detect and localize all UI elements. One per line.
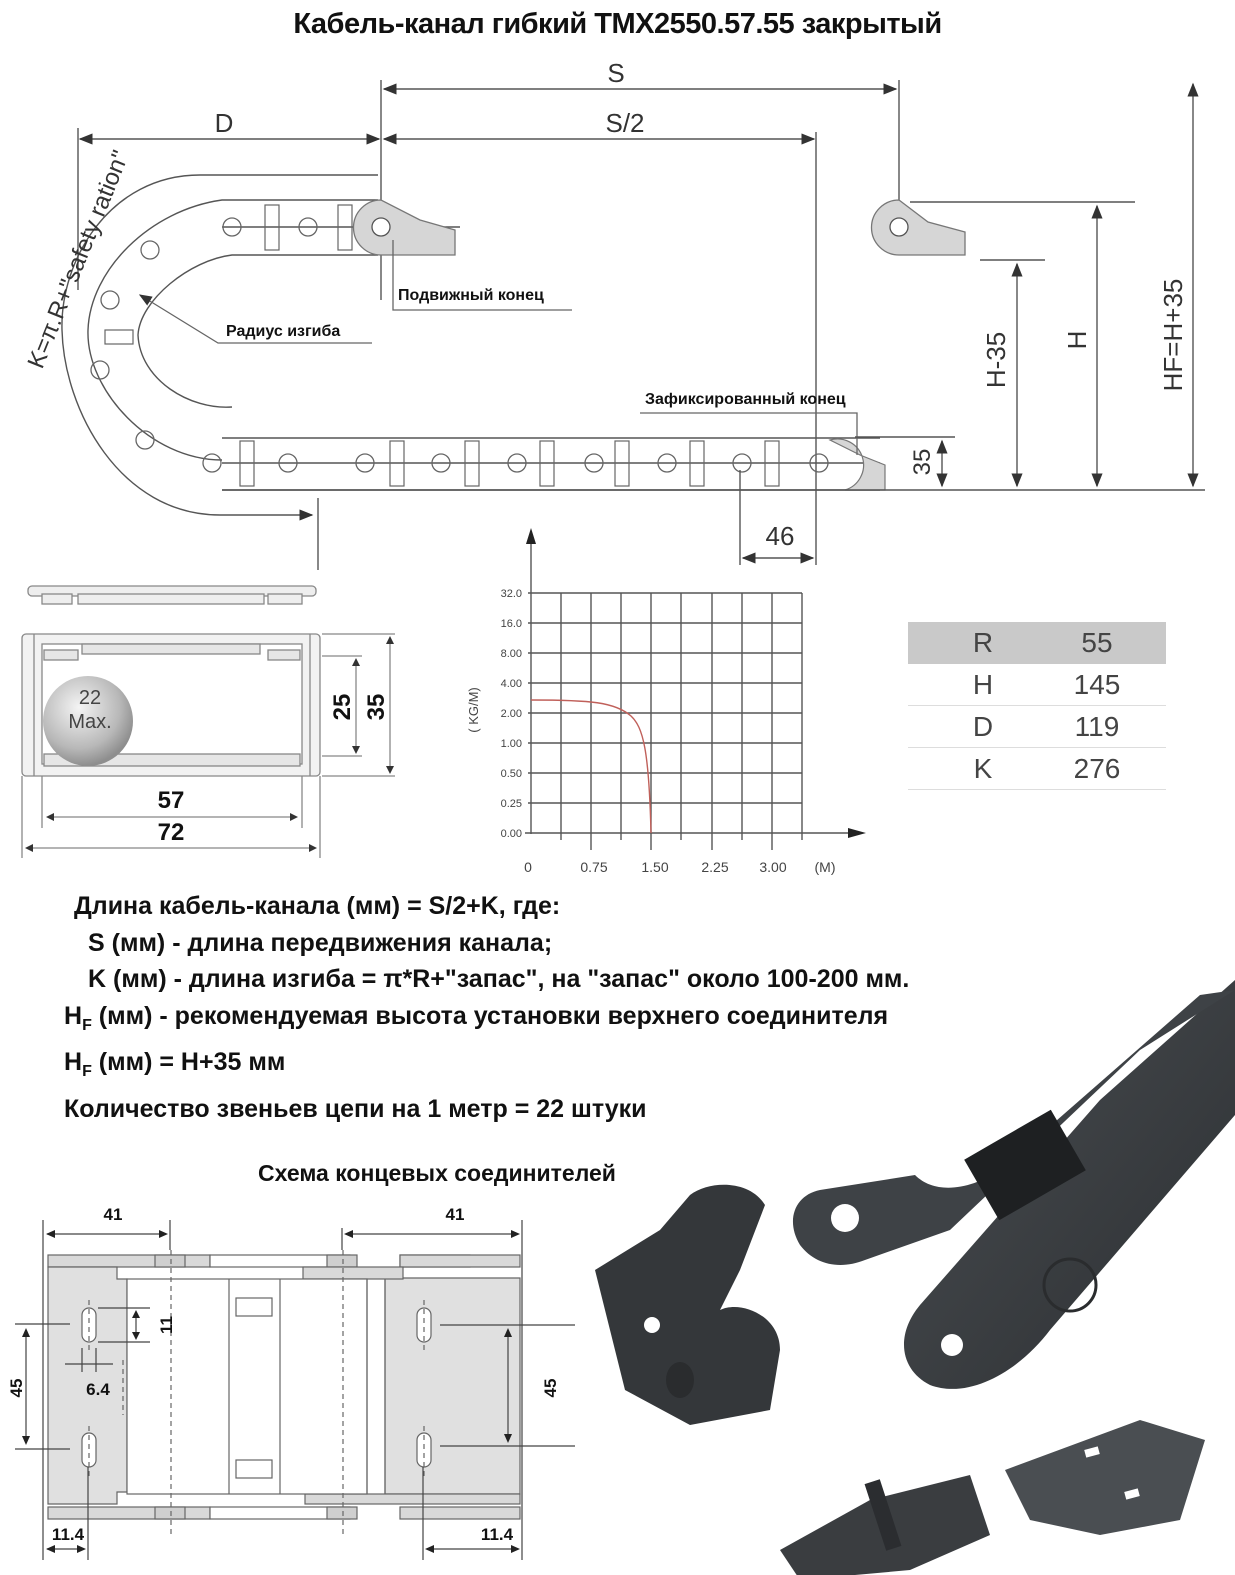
note-K: K (мм) - длина изгиба = π*R+"запас", на "запас" около 100-200 мм. [88, 965, 910, 993]
x-tick: 0.75 [580, 859, 608, 875]
y-tick: 32.0 [500, 588, 522, 600]
dim-outer-height: 35 [363, 693, 390, 721]
y-tick: 0.25 [500, 798, 522, 810]
y-tick: 4.00 [500, 678, 522, 690]
x-tick: 0 [524, 859, 532, 875]
note-links-per-meter: Количество звеньев цепи на 1 метр = 22 штуки [64, 1094, 647, 1123]
connector-scheme-drawing [0, 1190, 580, 1575]
y-tick: 2.00 [500, 708, 522, 720]
x-tick: 2.25 [701, 859, 729, 875]
load-chart [450, 520, 880, 890]
dim-left-41: 41 [103, 1205, 123, 1224]
y-tick: 8.00 [500, 648, 522, 660]
dim-outer-width: 72 [157, 819, 185, 846]
spec-key: R [972, 627, 994, 658]
label-pitch-46: 46 [765, 521, 795, 551]
spec-row-K [908, 748, 1166, 790]
note-HF-formula: $H_F$ (мм) = H+35 мм [64, 1048, 286, 1080]
side-view-drawing [0, 55, 1235, 575]
label-H: H [1062, 330, 1092, 350]
product-photo [580, 980, 1235, 1575]
x-tick: 3.00 [759, 859, 787, 875]
spec-value: 55 [1081, 627, 1113, 658]
spec-row-R [908, 622, 1166, 664]
y-tick: 0.50 [500, 768, 522, 780]
chain-link-bottom [904, 980, 1235, 1389]
dim-right-45: 45 [541, 1378, 560, 1398]
dim-inner-width: 57 [157, 787, 185, 814]
spec-value: 145 [1073, 668, 1121, 700]
y-axis-label: ( KG/M) [466, 687, 481, 733]
x-tick: 1.50 [641, 859, 669, 875]
spec-value: 119 [1074, 710, 1120, 742]
dim-left-45: 45 [7, 1378, 26, 1398]
label-moving-end: Подвижный конец [398, 287, 544, 304]
y-tick: 1.00 [500, 738, 522, 750]
spec-value: 276 [1073, 752, 1121, 784]
cover-lid-2 [1005, 1420, 1205, 1535]
dim-inner-height: 25 [329, 693, 356, 721]
y-tick: 16.0 [500, 618, 522, 630]
dim-slot-11: 11 [157, 1316, 176, 1334]
label-fixed-end: Зафиксированный конец [645, 391, 846, 408]
y-tick: 0.00 [500, 828, 522, 840]
page-title: Кабель-канал гибкий TMX2550.57.55 закрытый [293, 8, 942, 40]
spec-table [908, 622, 1166, 790]
dim-right-41: 41 [445, 1205, 465, 1224]
label-35: 35 [909, 448, 936, 476]
dim-right-11-4: 11.4 [480, 1525, 514, 1544]
spec-row-H [908, 664, 1166, 706]
spec-key: K [973, 752, 993, 784]
note-length-formula: Длина кабель-канала (мм) = S/2+K, где: [74, 892, 561, 920]
label-D: D [214, 108, 234, 138]
label-bend-radius: Радиус изгиба [226, 323, 341, 340]
dim-slot-6-4: 6.4 [86, 1380, 110, 1399]
ball-label: Max. [68, 711, 112, 733]
spec-row-D [908, 706, 1166, 748]
spec-key: H [972, 668, 994, 700]
label-HF: HF=H+35 [1158, 278, 1188, 392]
connector-scheme-title: Схема концевых соединителей [258, 1160, 616, 1186]
note-HF-desc: $H_F$ (мм) - рекомендуемая высота установки верхнего соединителя [64, 1001, 889, 1034]
label-S-half: S/2 [605, 108, 645, 138]
spec-key: D [972, 710, 994, 742]
x-axis-label: (M) [814, 859, 836, 875]
label-H-minus-35: H-35 [981, 331, 1011, 389]
dim-left-11-4: 11.4 [51, 1525, 85, 1544]
label-S: S [607, 58, 625, 88]
note-S: S (мм) - длина передвижения канала; [88, 928, 553, 957]
label-K-formula: K=π.R+"safety ration" [22, 146, 135, 373]
ball-value: 22 [78, 687, 102, 709]
cross-section-drawing [0, 570, 420, 870]
